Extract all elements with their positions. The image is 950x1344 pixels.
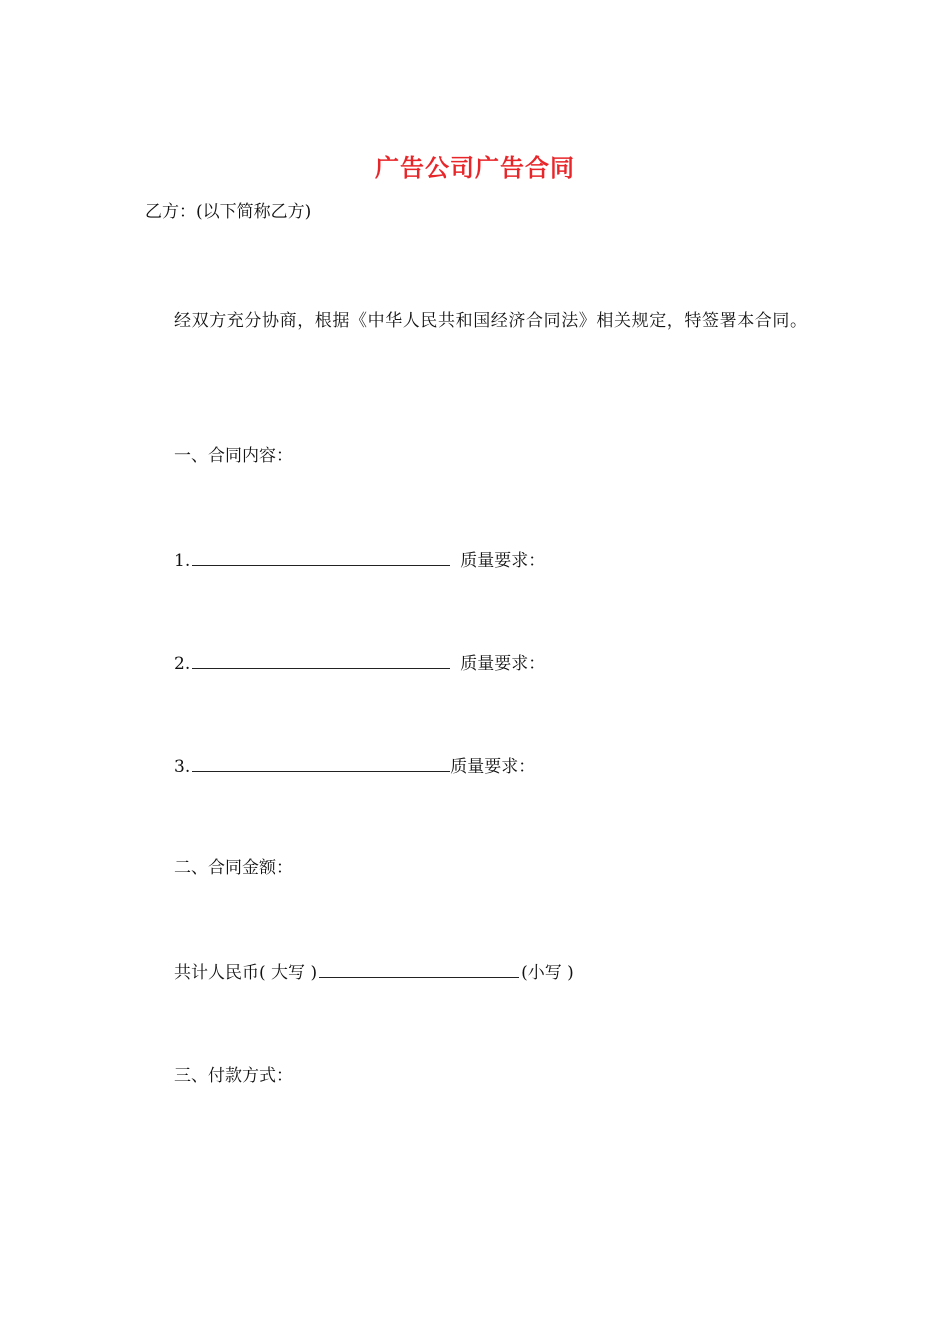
amount-lowercase-label: (小写 ) [521,963,574,983]
fill-in-blank[interactable] [192,753,450,772]
content-item-3 [174,753,535,779]
quality-requirement-label: 质量要求： [460,654,546,674]
document-title: 广告公司广告合同 [375,153,575,182]
amount-blank[interactable] [319,959,519,978]
fill-in-blank[interactable] [192,650,450,669]
amount-line [174,959,574,985]
content-item-1 [174,547,545,573]
section-3-heading: 三、付款方式： [174,1066,293,1086]
section-1-heading: 一、合同内容： [174,446,293,466]
fill-in-blank[interactable] [192,547,450,566]
item-number: 1. [174,551,191,571]
item-number: 2. [174,654,191,674]
item-number: 3. [174,757,191,777]
amount-uppercase-label: 共计人民币( 大写 ) [174,963,318,983]
party-b-line: 乙方：(以下简称乙方) [145,202,312,222]
quality-requirement-label: 质量要求： [450,757,536,777]
content-item-2 [174,650,545,676]
section-2-heading: 二、合同金额： [174,858,293,878]
quality-requirement-label: 质量要求： [460,551,546,571]
intro-paragraph: 经双方充分协商，根据《中华人民共和国经济合同法》相关规定，特签署本合同。 [174,311,808,331]
